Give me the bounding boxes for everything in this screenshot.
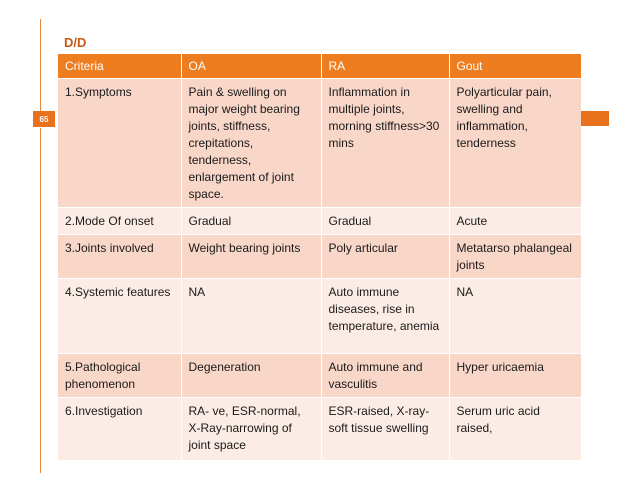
table-row [58, 235, 581, 279]
table-row [58, 354, 581, 398]
slide-title: D/D [64, 35, 87, 50]
cell-ra: Auto immune diseases, rise in temperature, anemia [321, 279, 449, 354]
header-oa: OA [181, 54, 321, 79]
header-gout: Gout [449, 54, 581, 79]
cell-criteria: 2.Mode Of onset [58, 208, 181, 235]
cell-oa: RA- ve, ESR-normal, X-Ray-narrowing of joint space [181, 398, 321, 460]
left-accent-line-top [40, 19, 41, 111]
cell-criteria: 1.Symptoms [58, 79, 181, 208]
cell-oa: Weight bearing joints [181, 235, 321, 279]
header-criteria: Criteria [58, 54, 181, 79]
cell-oa: Degeneration [181, 354, 321, 398]
cell-ra: Inflammation in multiple joints, morning stiffness>30 mins [321, 79, 449, 208]
cell-oa: NA [181, 279, 321, 354]
cell-criteria: 6.Investigation [58, 398, 181, 460]
table-header-row [58, 54, 581, 79]
cell-ra: Auto immune and vasculitis [321, 354, 449, 398]
cell-ra: Poly articular [321, 235, 449, 279]
cell-gout: Hyper uricaemia [449, 354, 581, 398]
cell-oa: Pain & swelling on major weight bearing joints, stiffness, crepitations, tenderness, enlargement of joint space. [181, 79, 321, 208]
cell-gout: Acute [449, 208, 581, 235]
cell-gout: Polyarticular pain, swelling and inflammation, tenderness [449, 79, 581, 208]
cell-criteria: 3.Joints involved [58, 235, 181, 279]
cell-gout: NA [449, 279, 581, 354]
cell-gout: Metatarso phalangeal joints [449, 235, 581, 279]
comparison-table [58, 54, 581, 460]
cell-ra: ESR-raised, X-ray-soft tissue swelling [321, 398, 449, 460]
slide-number-badge: 65 [33, 111, 55, 127]
table-row [58, 398, 581, 460]
right-accent-bar [580, 111, 609, 126]
cell-oa: Gradual [181, 208, 321, 235]
cell-gout: Serum uric acid raised, [449, 398, 581, 460]
table-row [58, 208, 581, 235]
header-ra: RA [321, 54, 449, 79]
left-accent-line-bottom [40, 128, 41, 473]
table-row [58, 279, 581, 354]
cell-criteria: 4.Systemic features [58, 279, 181, 354]
cell-criteria: 5.Pathological phenomenon [58, 354, 181, 398]
table-row [58, 79, 581, 208]
cell-ra: Gradual [321, 208, 449, 235]
